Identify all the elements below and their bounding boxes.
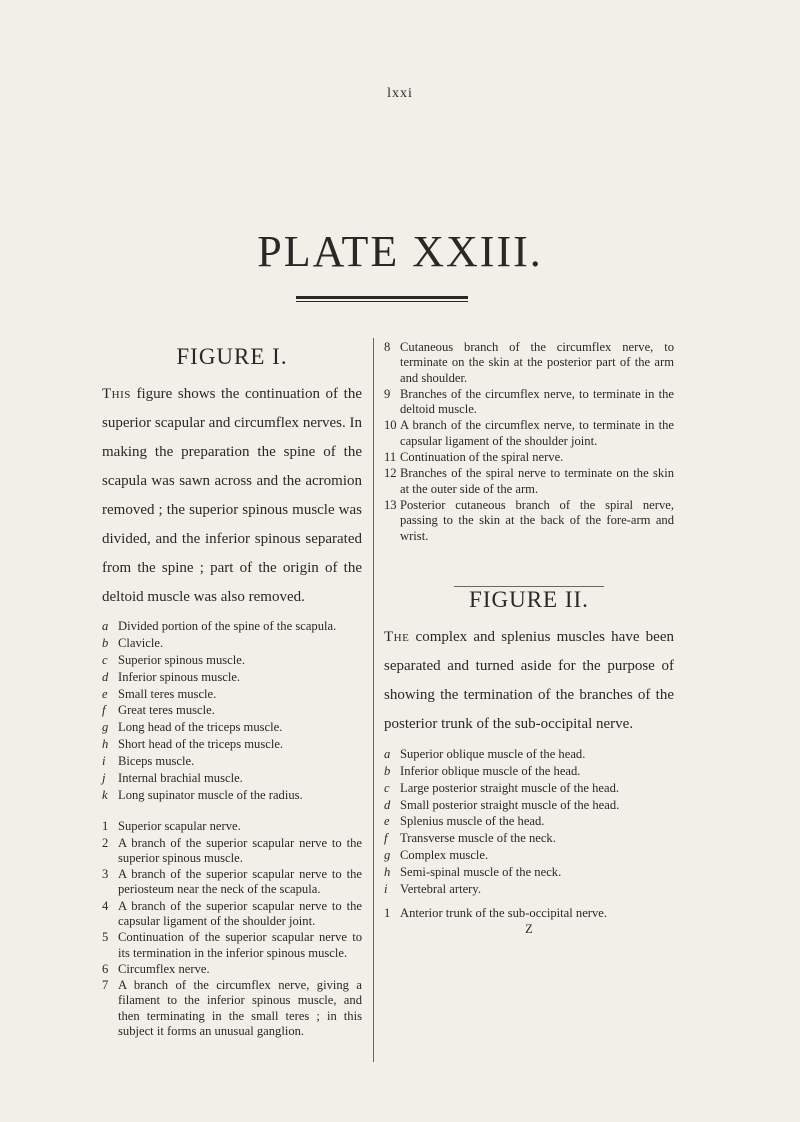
list-item: [384, 418, 674, 449]
legend-text: Inferior oblique muscle of the head.: [400, 763, 581, 778]
list-item: [384, 814, 674, 829]
legend-text: A branch of the circumflex nerve, giving a filament to the inferior spinous muscle, and then terminating in the small teres ; in this subject it forms an unusual ganglion.: [118, 978, 362, 1039]
legend-key: 7: [102, 978, 109, 993]
figure-2-heading: FIGURE II.: [469, 586, 589, 612]
legend-text: Long supinator muscle of the radius.: [118, 787, 303, 802]
legend-key: 3: [102, 867, 109, 882]
figure-2-number-legend: [384, 906, 674, 921]
legend-text: Small teres muscle.: [118, 686, 217, 701]
list-item: [102, 754, 362, 769]
legend-text: Large posterior straight muscle of the head.: [400, 780, 620, 795]
list-item: [102, 636, 362, 651]
legend-key: 4: [102, 898, 109, 913]
figure-1-intro: [102, 380, 362, 612]
legend-key: 11: [384, 450, 397, 465]
legend-text: Anterior trunk of the sub-occipital nerve.: [400, 906, 608, 921]
legend-text: A branch of the circumflex nerve, to terminate in the capsular ligament of the shoulder joint.: [400, 418, 674, 448]
legend-key: h: [102, 737, 109, 752]
figure-2-intro-lead: The: [384, 628, 410, 645]
legend-key: 8: [384, 340, 391, 354]
list-item: [384, 848, 674, 863]
plate-title: PLATE XXIII.: [257, 227, 543, 276]
legend-text: Biceps muscle.: [118, 754, 195, 769]
legend-key: 2: [102, 835, 109, 850]
list-item: [102, 720, 362, 735]
legend-text: Continuation of the spiral nerve.: [400, 450, 564, 465]
list-item: [102, 962, 362, 977]
left-column: [102, 344, 362, 1040]
list-item: [384, 906, 674, 921]
legend-text: Semi-spinal muscle of the neck.: [400, 865, 562, 880]
figure-1-number-legend: [102, 819, 362, 1039]
list-item: [384, 865, 674, 880]
legend-key: 10: [384, 418, 397, 433]
legend-key: c: [102, 652, 108, 667]
legend-key: e: [102, 686, 108, 701]
legend-text: A branch of the superior scapular nerve to the periosteum near the neck of the scapula.: [118, 867, 362, 897]
list-item: [102, 771, 362, 786]
list-item: [384, 450, 674, 465]
legend-key: b: [102, 635, 109, 650]
list-item: [102, 930, 362, 961]
page-number: lxxi: [387, 86, 413, 101]
list-item: [384, 882, 674, 897]
legend-text: Transverse muscle of the neck.: [400, 831, 556, 846]
list-item: [102, 703, 362, 718]
list-item: [384, 498, 674, 544]
list-item: [384, 747, 674, 762]
legend-text: Divided portion of the spine of the scapula.: [118, 619, 337, 633]
figure-1-number-legend-continued: [384, 340, 674, 544]
legend-text: Clavicle.: [118, 635, 164, 650]
legend-text: Superior oblique muscle of the head.: [400, 746, 586, 761]
figure-1-letter-legend: [102, 619, 362, 803]
legend-text: Branches of the circumflex nerve, to terminate in the deltoid muscle.: [400, 386, 674, 417]
legend-text: Splenius muscle of the head.: [400, 814, 545, 829]
legend-text: A branch of the superior scapular nerve to the capsular ligament of the shoulder joint.: [118, 898, 362, 928]
legend-key: f: [102, 703, 106, 718]
list-item: [102, 899, 362, 930]
title-rule-thin: [296, 301, 468, 302]
list-item: [102, 670, 362, 685]
list-item: [102, 867, 362, 898]
legend-key: a: [384, 746, 391, 761]
list-item: [384, 831, 674, 846]
legend-key: 12: [384, 466, 397, 481]
list-item: [102, 819, 362, 834]
legend-key: g: [102, 720, 109, 735]
legend-text: Short head of the triceps muscle.: [118, 737, 284, 752]
legend-text: A branch of the superior scapular nerve to the superior spinous muscle.: [118, 835, 362, 865]
list-item: [102, 687, 362, 702]
legend-text: Complex muscle.: [400, 848, 489, 863]
legend-text: Inferior spinous muscle.: [118, 669, 241, 684]
figure-2-letter-legend: [384, 747, 674, 897]
signature-mark: Z: [525, 921, 533, 936]
right-column: [384, 340, 674, 937]
legend-text: Long head of the triceps muscle.: [118, 720, 283, 735]
figure-2-intro-text: complex and splenius muscles have been separated and turned aside for the purpose of showing the termination of the branches of the posterior trunk of the sub-occipital nerve.: [384, 628, 674, 732]
legend-key: h: [384, 865, 391, 880]
legend-text: Small posterior straight muscle of the head.: [400, 797, 620, 812]
legend-key: e: [384, 814, 390, 829]
legend-key: 9: [384, 386, 391, 401]
legend-key: 13: [384, 497, 397, 512]
legend-text: Internal brachial muscle.: [118, 771, 243, 786]
legend-text: Cutaneous branch of the circumflex nerve, to terminate on the skin at the posterior part of the arm and shoulder.: [400, 340, 674, 385]
legend-text: Branches of the spiral nerve to terminate on the skin at the outer side of the arm.: [400, 466, 674, 496]
legend-text: Superior scapular nerve.: [118, 819, 241, 834]
legend-key: c: [384, 780, 390, 795]
list-item: [384, 764, 674, 779]
list-item: [102, 653, 362, 668]
list-item: [102, 836, 362, 867]
legend-key: 1: [102, 819, 109, 834]
legend-key: 5: [102, 930, 109, 945]
legend-key: d: [384, 797, 391, 812]
list-item: [384, 387, 674, 418]
list-item: [102, 737, 362, 752]
legend-text: Continuation of the superior scapular nerve to its termination in the inferior spinous muscle.: [118, 930, 362, 960]
legend-text: Great teres muscle.: [118, 703, 215, 718]
legend-key: g: [384, 848, 391, 863]
legend-key: f: [384, 831, 388, 846]
legend-key: 1: [384, 906, 391, 921]
figure-1-intro-text: figure shows the continuation of the superior scapular and circumflex nerves. In making the preparation the spine of the scapula was sawn across and the acromion removed ; the superior spinous muscle was divided, and the inferior spinous separated from the spine ; part of the origin of the deltoid muscle was also removed.: [102, 386, 362, 605]
figure-1-heading: FIGURE I.: [176, 344, 288, 369]
legend-key: i: [102, 754, 106, 769]
column-divider: [373, 338, 374, 1062]
title-rule: [296, 296, 468, 299]
legend-text: Circumflex nerve.: [118, 961, 210, 976]
legend-key: j: [102, 771, 106, 786]
figure-1-intro-lead: This: [102, 386, 131, 402]
legend-key: k: [102, 787, 108, 802]
legend-text: Posterior cutaneous branch of the spiral nerve, passing to the skin at the back of the fore-arm and wrist.: [400, 497, 674, 543]
legend-key: i: [384, 881, 388, 896]
legend-key: a: [102, 619, 109, 633]
legend-key: 6: [102, 961, 109, 976]
list-item: [102, 788, 362, 803]
legend-key: d: [102, 669, 109, 684]
list-item: [102, 978, 362, 1039]
legend-text: Superior spinous muscle.: [118, 652, 245, 667]
list-item: [384, 466, 674, 497]
figure-2-intro: [384, 623, 674, 739]
list-item: [384, 781, 674, 796]
legend-text: Vertebral artery.: [400, 881, 481, 896]
list-item: [384, 340, 674, 386]
legend-key: b: [384, 763, 391, 778]
list-item: [384, 798, 674, 813]
list-item: [102, 619, 362, 634]
